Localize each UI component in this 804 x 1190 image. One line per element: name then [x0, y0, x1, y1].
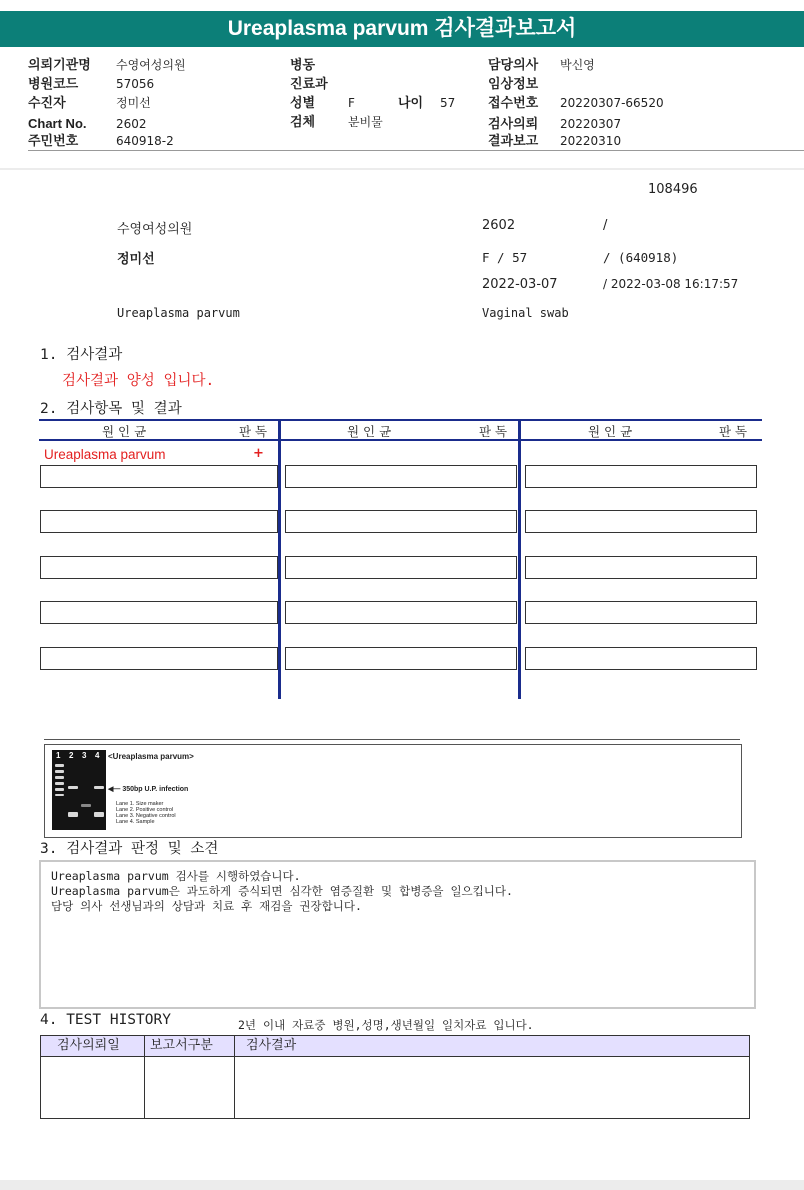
sex-label: 성별 [290, 95, 316, 110]
result-positive-text: 검사결과 양성 입니다. [62, 373, 215, 389]
report-date-label: 결과보고 [488, 133, 539, 148]
chart-no-label: Chart No. [28, 116, 87, 131]
history-col-divider [234, 1036, 235, 1118]
gel-top-rule [44, 739, 740, 740]
col-header-organism-1: 원 인 균 [102, 424, 147, 439]
gel-band [68, 812, 78, 817]
age-value: 57 [440, 96, 456, 110]
gel-band [55, 764, 64, 767]
section2-title: 2. 검사항목 및 결과 [40, 401, 182, 417]
age-label: 나이 [398, 95, 424, 110]
lane-number: 1 [56, 751, 61, 760]
history-note: 2년 이내 자료중 병원,성명,생년월일 일치자료 입니다. [238, 1018, 534, 1032]
resident-no-label: 주민번호 [28, 133, 79, 148]
gel-band [68, 786, 78, 789]
gel-band [81, 804, 91, 807]
hospital-code-value: 57056 [116, 77, 155, 91]
patient-value: 정미선 [116, 96, 151, 110]
section1-title: 1. 검사결과 [40, 347, 123, 363]
gel-legend-lane3: Lane 3. Negative control [116, 813, 176, 819]
section3-title: 3. 검사결과 판정 및 소견 [40, 841, 219, 857]
gel-band [55, 770, 64, 773]
result-cell [525, 647, 757, 670]
col-header-judgment-1: 판 독 [239, 424, 268, 439]
opinion-line-1: Ureaplasma parvum 검사를 시행하였습니다. [51, 869, 301, 883]
result-cell [40, 556, 278, 579]
gel-arrow-label: ◀— 350bp U.P. infection [108, 786, 189, 793]
result-cell [40, 510, 278, 533]
summary-specimen: Vaginal swab [482, 306, 569, 320]
specimen-label: 검체 [290, 114, 316, 129]
request-date-label: 검사의뢰 [488, 116, 539, 131]
header-divider [28, 150, 804, 151]
hospital-code-label: 병원코드 [28, 76, 79, 91]
gel-band [94, 812, 104, 817]
result-cell [285, 465, 517, 488]
lane-number: 4 [95, 751, 100, 760]
result-cell [285, 510, 517, 533]
col-header-organism-3: 원 인 균 [588, 424, 633, 439]
grid-top-line [39, 419, 762, 421]
doctor-value: 박신영 [560, 58, 595, 72]
gel-legend-lane4: Lane 4. Sample [116, 819, 155, 825]
grid-header-line [39, 439, 762, 441]
receipt-no-label: 접수번호 [488, 95, 539, 110]
clinical-info-label: 임상정보 [488, 76, 539, 91]
specimen-value: 분비물 [348, 115, 383, 129]
gel-band [94, 786, 104, 789]
sex-value: F [348, 96, 355, 110]
test-history-table [40, 1035, 750, 1119]
col-header-organism-2: 원 인 균 [347, 424, 392, 439]
gel-legend-lane2: Lane 2. Positive control [116, 807, 174, 813]
grid-divider-2 [518, 419, 521, 699]
opinion-line-3: 담당 의사 선생님과의 상담과 치료 후 재검을 권장합니다. [51, 899, 362, 913]
summary-patient: 정미선 [117, 252, 155, 267]
request-date-value: 20220307 [560, 117, 622, 131]
history-col-divider [144, 1036, 145, 1118]
chart-no-value: 2602 [116, 117, 147, 131]
report-title: Ureaplasma parvum 검사결과보고서 [0, 11, 804, 47]
result-cell [40, 647, 278, 670]
section4-title: 4. TEST HISTORY [40, 1012, 171, 1028]
result-cell [525, 510, 757, 533]
gel-heading: <Ureaplasma parvum> [108, 752, 194, 761]
summary-chart-no: 2602 [482, 218, 516, 233]
report-number: 108496 [648, 182, 698, 197]
result-cell [285, 601, 517, 624]
gel-legend-lane1: Lane 1. Size maker [116, 801, 164, 807]
lane-number: 2 [69, 751, 74, 760]
summary-slash: / [603, 218, 608, 233]
history-header-row [41, 1036, 749, 1057]
hospital-name-label: 의뢰기관명 [28, 57, 91, 72]
ward-label: 병동 [290, 57, 316, 72]
organism-name: Ureaplasma parvum [44, 447, 166, 462]
summary-receipt-date: 2022-03-07 [482, 277, 558, 292]
summary-birth: / (640918) [603, 250, 679, 265]
patient-label: 수진자 [28, 95, 66, 110]
gel-band [55, 788, 64, 791]
summary-sex-age: F / 57 [482, 250, 528, 265]
report-date-value: 20220310 [560, 134, 622, 148]
gel-band [55, 782, 64, 785]
opinion-box [39, 860, 756, 1009]
result-cell [40, 465, 278, 488]
history-col-report-type: 보고서구분 [150, 1038, 213, 1053]
result-cell [525, 465, 757, 488]
history-col-request-date: 검사의뢰일 [57, 1038, 120, 1053]
col-header-judgment-3: 판 독 [719, 424, 748, 439]
gel-band [55, 794, 64, 796]
doctor-label: 담당의사 [488, 57, 539, 72]
col-header-judgment-2: 판 독 [479, 424, 508, 439]
summary-clinic: 수영여성의원 [117, 222, 193, 237]
receipt-no-value: 20220307-66520 [560, 96, 664, 110]
result-cell [525, 601, 757, 624]
department-label: 진료과 [290, 76, 328, 91]
result-cell [285, 647, 517, 670]
result-cell [285, 556, 517, 579]
resident-no-value: 640918-2 [116, 134, 174, 148]
lane-number: 3 [82, 751, 87, 760]
gel-electrophoresis-image [52, 750, 106, 830]
grid-divider-1 [278, 419, 281, 699]
summary-test-name: Ureaplasma parvum [117, 306, 240, 320]
history-col-result: 검사결과 [246, 1038, 297, 1053]
organism-judgment: + [253, 446, 264, 461]
result-cell [525, 556, 757, 579]
gel-band [55, 776, 64, 779]
summary-report-datetime: / 2022-03-08 16:17:57 [603, 277, 739, 291]
result-cell [40, 601, 278, 624]
opinion-line-2: Ureaplasma parvum은 과도하게 증식되면 심각한 염증질환 및 합병증을 일으킵니다. [51, 884, 513, 898]
hospital-name-value: 수영여성의원 [116, 58, 186, 72]
